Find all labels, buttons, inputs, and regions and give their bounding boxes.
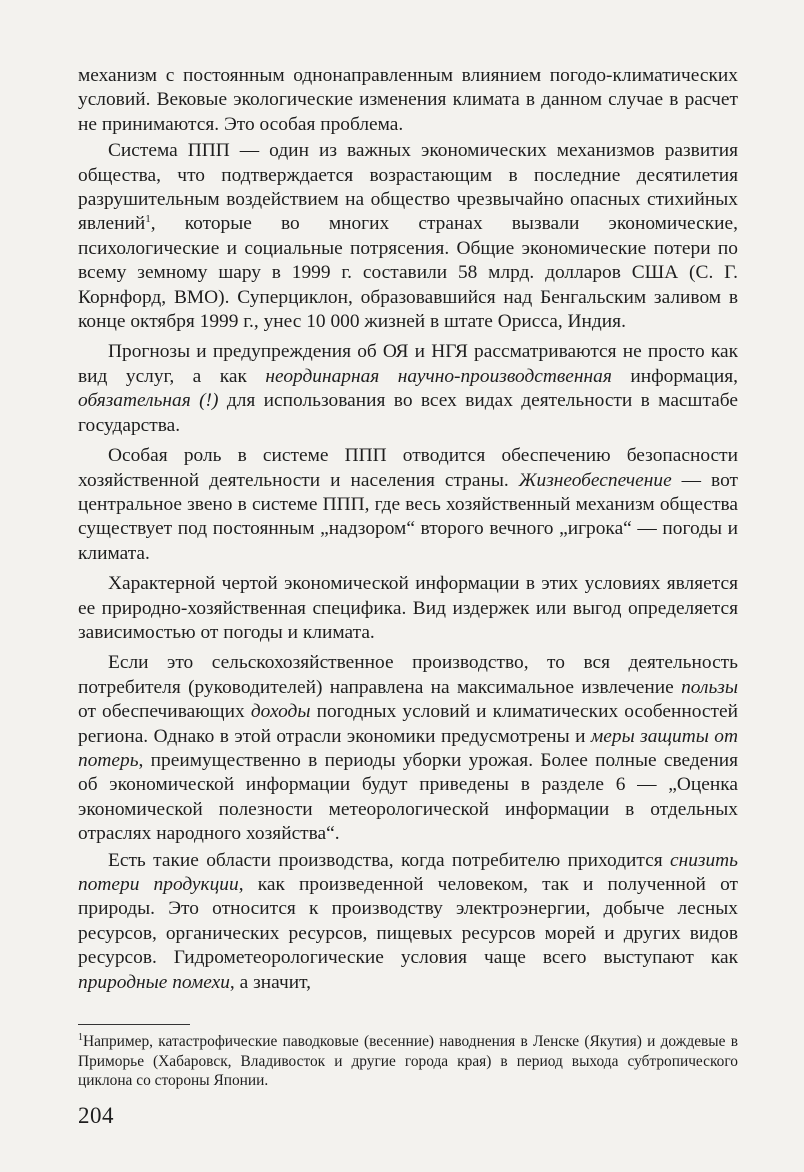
emphasis-benefit: пользы (681, 676, 738, 698)
paragraph-3-text-b: информация, (611, 365, 739, 387)
paragraph-3 (78, 340, 738, 438)
paragraph-6-text-d: , преимущественно в периоды уборки урожая. Более полные сведения об экономической информации будут приведены в разделе 6 — „Оценка экономической полезности метеорологической информации в отдельных отраслях народного хозяйства“. (78, 749, 738, 845)
paragraph-7-text-a: Есть такие области производства, когда потребителю приходится (108, 849, 670, 871)
footnote-reference[interactable]: 1 (145, 213, 151, 226)
body-text (78, 64, 738, 995)
emphasis-income: доходы (250, 701, 311, 723)
footnote-text: Например, катастрофические паводковые (весенние) наводнения в Ленске (Якутия) и дождевые в Приморье (Хабаровск, Владивосток и другие города края) в период выхода субтропического циклона со стороны Японии. (78, 1033, 738, 1089)
paragraph-6-text-c: погодных условий и климатических особенностей региона. Однако в этой отрасли экономики предусмотрены и (78, 701, 738, 747)
emphasis-reduce-losses: снизить потери продукции (78, 849, 738, 895)
emphasis-loss-protection: меры защиты от потерь (78, 725, 739, 771)
paragraph-4 (78, 444, 738, 566)
emphasis-scientific-info: неординарная научно-производственная (265, 365, 612, 387)
footnote (78, 1032, 738, 1091)
emphasis-life-support: Жизнеобеспечение (518, 469, 672, 491)
paragraph-2-rest: , которые во многих странах вызвали экономические, психологические и социальные потрясения. Общие экономические потери по всему земному шару в 1999 г. составили 58 млрд. долларов США (С. Г. Корнфорд, ВМО). Суперциклон, образовавшийся над Бенгальским заливом в конце октября 1999 г., унес 10 000 жизней в штате Орисса, Индия. (78, 213, 738, 333)
paragraph-4-text-b: — вот центральное звено в системе ППП, где весь хозяйственный механизм общества существует под постоянным „надзором“ второго вечного „игрока“ — погоды и климата. (78, 469, 738, 564)
footnote-divider (78, 1024, 190, 1025)
paragraph-7-text-c: , а значит, (229, 971, 311, 993)
paragraph-5-text: Характерной чертой экономической информации в этих условиях является ее природно-хозяйственная специфика. Вид издержек или выгод определяется зависимостью от погоды и климата. (78, 573, 738, 643)
paragraph-5 (78, 572, 738, 645)
paragraph-7-text-b: , как произведенной человеком, так и полученной от природы. Это относится к производству электроэнергии, добыче лесных ресурсов, органических ресурсов, пищевых ресурсов морей и других видов ресурсов. Гидрометеорологические условия чаще всего выступают как (78, 874, 738, 969)
paragraph-7 (78, 849, 738, 995)
paragraph-2 (78, 139, 738, 334)
paragraph-4-text-a: Особая роль в системе ППП отводится обеспечению безопасности хозяйственной деятельности и населения страны. (78, 445, 738, 491)
paragraph-1-text: механизм с постоянным однонаправленным влиянием погодо-климатических условий. Вековые экологические изменения климата в данном случае в расчет не принимаются. Это особая проблема. (78, 65, 738, 135)
page-number: 204 (78, 1103, 114, 1128)
paragraph-3-text-c: для использования во всех видах деятельности в масштабе государства. (78, 390, 738, 436)
paragraph-6-text-b: от обеспечивающих (78, 701, 251, 723)
paragraph-3-text-a: Прогнозы и предупреждения об ОЯ и НГЯ рассматриваются не просто как вид услуг, а как (78, 341, 738, 387)
footnote-mark: 1 (78, 1032, 83, 1043)
paragraph-6-text-a: Если это сельскохозяйственное производство, то вся деятельность потребителя (руководителей) направлена на максимальное извлечение (78, 652, 738, 698)
paragraph-6 (78, 651, 738, 846)
emphasis-mandatory: обязательная (!) (78, 390, 219, 412)
paragraph-2-text: Система ППП — один из важных экономических механизмов развития общества, что подтверждается возрастающим в последние десятилетия разрушительным воздействием на общество чрезвычайно опасных стихийных явлений (78, 140, 738, 235)
emphasis-natural-interference: природные помехи (78, 971, 230, 993)
paragraph-1 (78, 64, 738, 137)
